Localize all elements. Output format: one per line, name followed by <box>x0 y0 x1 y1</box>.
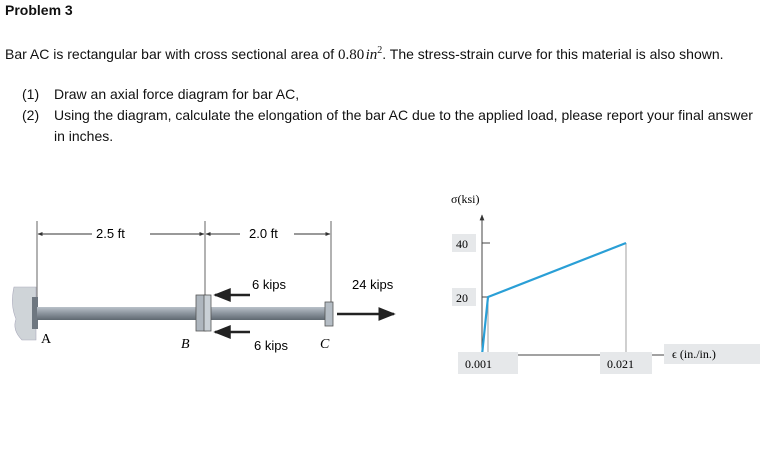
point-label-a: A <box>41 332 52 347</box>
load-label-bottom-b: 6 kips <box>254 338 288 353</box>
point-label-b: B <box>181 337 190 352</box>
stress-strain-chart <box>440 180 760 380</box>
x-tick-0001: 0.001 <box>465 357 492 371</box>
dimension-bc: 2.0 ft <box>249 226 278 241</box>
bar-ac <box>37 307 329 320</box>
task-list <box>22 84 767 147</box>
bar-figure <box>0 215 430 375</box>
dimension-lines <box>37 221 331 305</box>
stress-strain-curve <box>482 243 626 355</box>
point-label-c: C <box>320 337 330 352</box>
wall-support <box>12 287 38 340</box>
y-axis-label: σ(ksi) <box>451 192 480 206</box>
problem-title: Problem 3 <box>5 2 73 18</box>
collar-b <box>196 295 211 331</box>
intro-after: . The stress-strain curve for this material is also shown. <box>382 46 724 62</box>
load-label-c: 24 kips <box>352 277 394 292</box>
y-tick-40: 40 <box>456 237 468 251</box>
x-tick-0021: 0.021 <box>607 357 634 371</box>
intro-before: Bar AC is rectangular bar with cross sectional area of <box>5 46 339 62</box>
task-item-1: (1) Draw an axial force diagram for bar AC, <box>22 86 300 102</box>
area-value: 0.80 $in^2$ <box>338 45 383 63</box>
load-label-top-b: 6 kips <box>252 277 286 292</box>
end-cap-c <box>325 302 333 326</box>
x-axis-label: ϵ (in./in.) <box>672 347 716 361</box>
problem-statement <box>5 40 765 66</box>
task-item-2: (2) Using the diagram, calculate the elongation of the bar AC due to the applied load, please report your final answer in inches. <box>22 107 753 144</box>
y-tick-20: 20 <box>456 291 468 305</box>
dimension-ab: 2.5 ft <box>96 226 125 241</box>
